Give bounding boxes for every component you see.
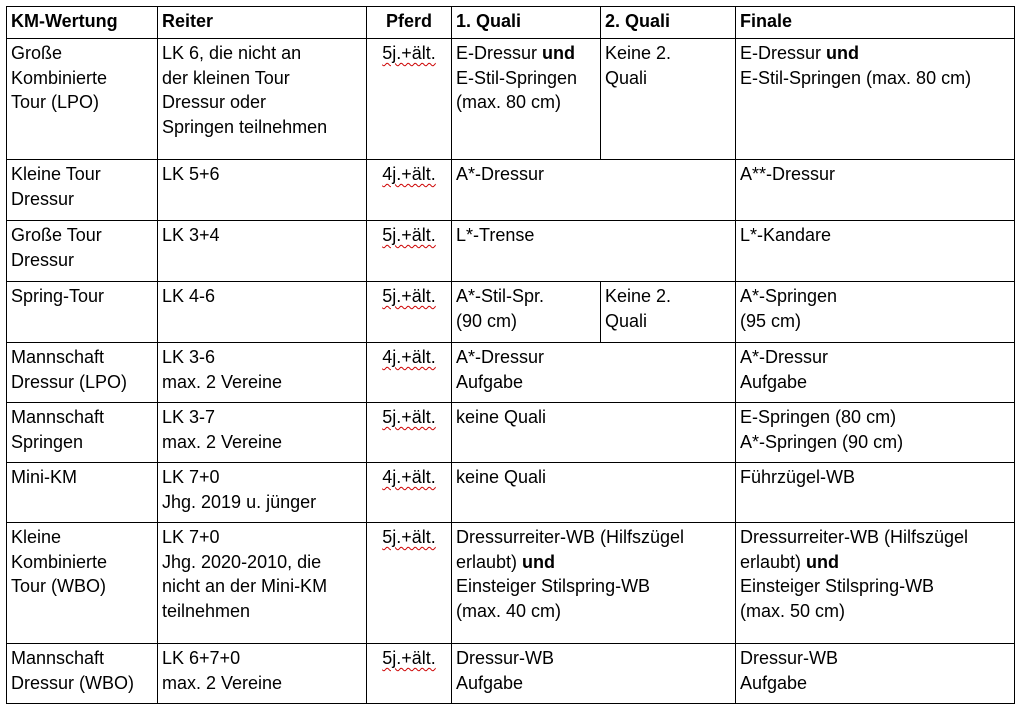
cell-pferd: 5j.+ält. <box>367 39 452 160</box>
cell-pferd: 5j.+ält. <box>367 221 452 282</box>
cell-quali: Dressurreiter-WB (Hilfszügel erlaubt) und Einsteiger Stilspring-WB (max. 40 cm) <box>452 523 736 644</box>
cell-km-wertung: Große Kombinierte Tour (LPO) <box>7 39 158 160</box>
table-row <box>7 221 1015 282</box>
table-row <box>7 403 1015 463</box>
cell-km-wertung: Spring-Tour <box>7 282 158 343</box>
cell-pferd: 5j.+ält. <box>367 644 452 704</box>
cell-quali: L*-Trense <box>452 221 736 282</box>
cell-km-wertung: Kleine Kombinierte Tour (WBO) <box>7 523 158 644</box>
cell-reiter: LK 7+0 Jhg. 2020-2010, die nicht an der Mini-KM teilnehmen <box>158 523 367 644</box>
cell-quali-2: Keine 2. Quali <box>601 282 736 343</box>
header-row <box>7 7 1015 39</box>
table-row <box>7 343 1015 403</box>
cell-quali: keine Quali <box>452 463 736 523</box>
cell-quali: A*-Dressur <box>452 160 736 221</box>
cell-finale: A*-Springen (95 cm) <box>736 282 1015 343</box>
cell-reiter: LK 5+6 <box>158 160 367 221</box>
table-row <box>7 39 1015 160</box>
table-row <box>7 523 1015 644</box>
cell-pferd: 4j.+ält. <box>367 463 452 523</box>
cell-reiter: LK 6+7+0 max. 2 Vereine <box>158 644 367 704</box>
table-row <box>7 160 1015 221</box>
header-quali-2: 2. Quali <box>601 7 736 39</box>
cell-pferd: 5j.+ält. <box>367 282 452 343</box>
km-table <box>6 6 1015 704</box>
header-pferd: Pferd <box>367 7 452 39</box>
cell-reiter: LK 6, die nicht an der kleinen Tour Dressur oder Springen teilnehmen <box>158 39 367 160</box>
cell-quali: keine Quali <box>452 403 736 463</box>
cell-quali: Dressur-WB Aufgabe <box>452 644 736 704</box>
cell-reiter: LK 3-6 max. 2 Vereine <box>158 343 367 403</box>
cell-km-wertung: Mannschaft Dressur (LPO) <box>7 343 158 403</box>
cell-pferd: 5j.+ält. <box>367 403 452 463</box>
header-quali-1: 1. Quali <box>452 7 601 39</box>
cell-quali-2: Keine 2. Quali <box>601 39 736 160</box>
cell-km-wertung: Mannschaft Springen <box>7 403 158 463</box>
cell-finale: A*-Dressur Aufgabe <box>736 343 1015 403</box>
cell-reiter: LK 3+4 <box>158 221 367 282</box>
cell-quali-1: E-Dressur und E-Stil-Springen (max. 80 cm) <box>452 39 601 160</box>
cell-km-wertung: Mini-KM <box>7 463 158 523</box>
cell-km-wertung: Große Tour Dressur <box>7 221 158 282</box>
table-row <box>7 282 1015 343</box>
header-km-wertung: KM-Wertung <box>7 7 158 39</box>
cell-reiter: LK 4-6 <box>158 282 367 343</box>
cell-reiter: LK 7+0 Jhg. 2019 u. jünger <box>158 463 367 523</box>
cell-finale: L*-Kandare <box>736 221 1015 282</box>
table-row <box>7 644 1015 704</box>
header-finale: Finale <box>736 7 1015 39</box>
cell-quali: A*-Dressur Aufgabe <box>452 343 736 403</box>
cell-finale: Dressurreiter-WB (Hilfszügel erlaubt) und Einsteiger Stilspring-WB (max. 50 cm) <box>736 523 1015 644</box>
cell-finale: Führzügel-WB <box>736 463 1015 523</box>
cell-finale: A**-Dressur <box>736 160 1015 221</box>
cell-reiter: LK 3-7 max. 2 Vereine <box>158 403 367 463</box>
cell-km-wertung: Mannschaft Dressur (WBO) <box>7 644 158 704</box>
cell-km-wertung: Kleine Tour Dressur <box>7 160 158 221</box>
header-reiter: Reiter <box>158 7 367 39</box>
cell-pferd: 5j.+ält. <box>367 523 452 644</box>
cell-finale: E-Dressur und E-Stil-Springen (max. 80 cm) <box>736 39 1015 160</box>
cell-pferd: 4j.+ält. <box>367 160 452 221</box>
cell-quali-1: A*-Stil-Spr. (90 cm) <box>452 282 601 343</box>
table-row <box>7 463 1015 523</box>
cell-finale: Dressur-WB Aufgabe <box>736 644 1015 704</box>
cell-pferd: 4j.+ält. <box>367 343 452 403</box>
cell-finale: E-Springen (80 cm) A*-Springen (90 cm) <box>736 403 1015 463</box>
